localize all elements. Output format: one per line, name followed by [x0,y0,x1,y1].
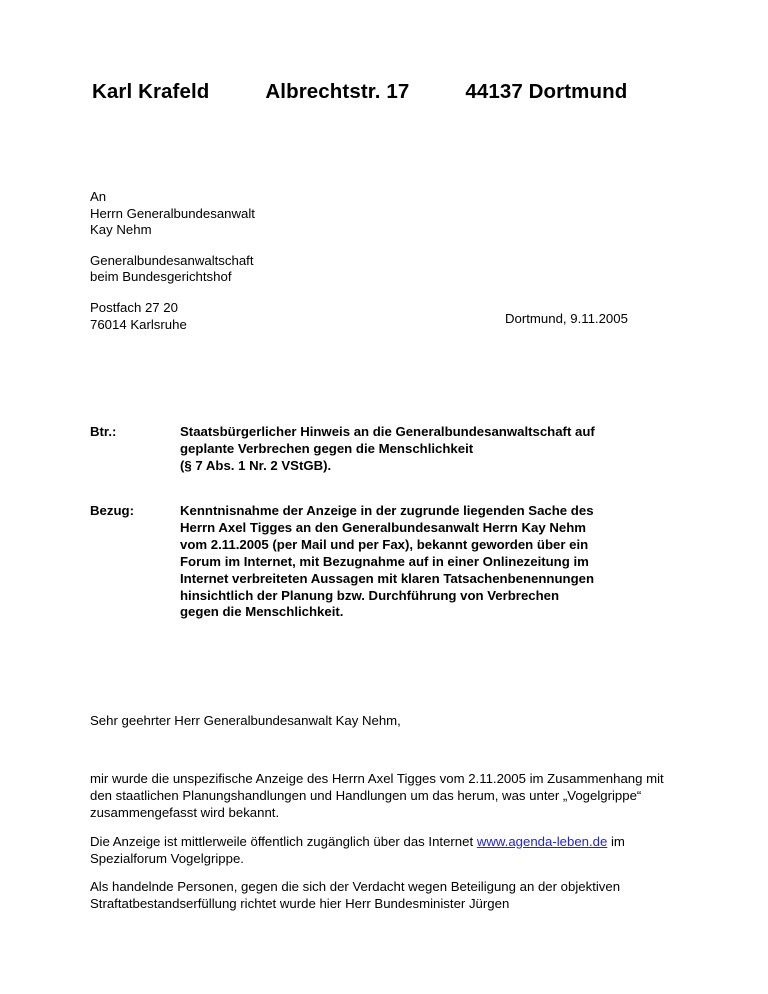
reference-line: vom 2.11.2005 (per Mail und per Fax), bekannt geworden über ein [180,536,589,552]
body-paragraph-1: mir wurde die unspezifische Anzeige des Herrn Axel Tigges vom 2.11.2005 im Zusammenhang mit den staatlichen Planungshandlungen und Handlungen um das herum, was unter „Vogelgrippe“ zusammengefasst wird bekannt. [90,771,664,821]
body-paragraph-2 [90,833,670,867]
letterhead-name: Karl Krafeld [92,80,210,103]
salutation: Sehr geehrter Herr Generalbundesanwalt Kay Nehm, [90,713,401,728]
subject-block [90,424,676,475]
paragraph-text-before-link: Die Anzeige ist mittlerweile öffentlich zugänglich über das Internet [90,833,477,849]
letterhead-street: Albrechtstr. 17 [265,80,410,103]
reference-block [90,503,676,621]
reference-text [180,503,676,621]
subject-line: geplante Verbrechen gegen die Menschlichkeit [180,440,474,456]
reference-line: gegen die Menschlichkeit. [180,604,344,620]
address-group-postal [90,300,430,333]
agenda-leben-link[interactable]: www.agenda-leben.de [476,833,608,849]
address-line-title: Herrn Generalbundesanwalt [90,205,255,221]
reference-line: Kenntnisnahme der Anzeige in der zugrunde liegenden Sache des [180,503,594,518]
address-line-city: 76014 Karlsruhe [90,316,187,332]
address-group-organisation [90,253,430,286]
address-line-org2: beim Bundesgerichtshof [90,269,232,285]
address-line-an: An [90,189,107,204]
reference-line: Herrn Axel Tigges an den Generalbundesanwalt Herrn Kay Nehm [180,519,586,535]
body-paragraph-3: Als handelnde Personen, gegen die sich der Verdacht wegen Beteiligung an der objektiven Straftatbestandserfüllung richtet wurde hier Herr Bundesminister Jürgen [90,879,621,912]
date-line: Dortmund, 9.11.2005 [505,311,628,326]
address-line-org1: Generalbundesanwaltschaft [90,252,254,268]
letterhead [92,80,692,104]
reference-line: Internet verbreiteten Aussagen mit klaren Tatsachenbenennungen [180,570,595,586]
subject-label: Btr.: [90,424,117,439]
address-line-postfach: Postfach 27 20 [90,299,178,315]
address-line-person: Kay Nehm [90,222,152,238]
letter-body [90,770,670,912]
letterhead-city: 44137 Dortmund [465,80,628,103]
subject-line: Staatsbürgerlicher Hinweis an die Generalbundesanwaltschaft auf [180,424,595,439]
reference-line: hinsichtlich der Planung bzw. Durchführung von Verbrechen [180,587,560,603]
reference-line: Forum im Internet, mit Bezugnahme auf in einer Onlinezeitung im [180,553,589,569]
reference-label: Bezug: [90,503,134,518]
recipient-address-block [90,189,430,333]
subject-text [180,424,676,475]
subject-line: (§ 7 Abs. 1 Nr. 2 VStGB). [180,457,332,473]
paragraph-text-after-link: im Spezialforum Vogelgrippe. [90,833,625,866]
address-group-recipient [90,189,430,239]
